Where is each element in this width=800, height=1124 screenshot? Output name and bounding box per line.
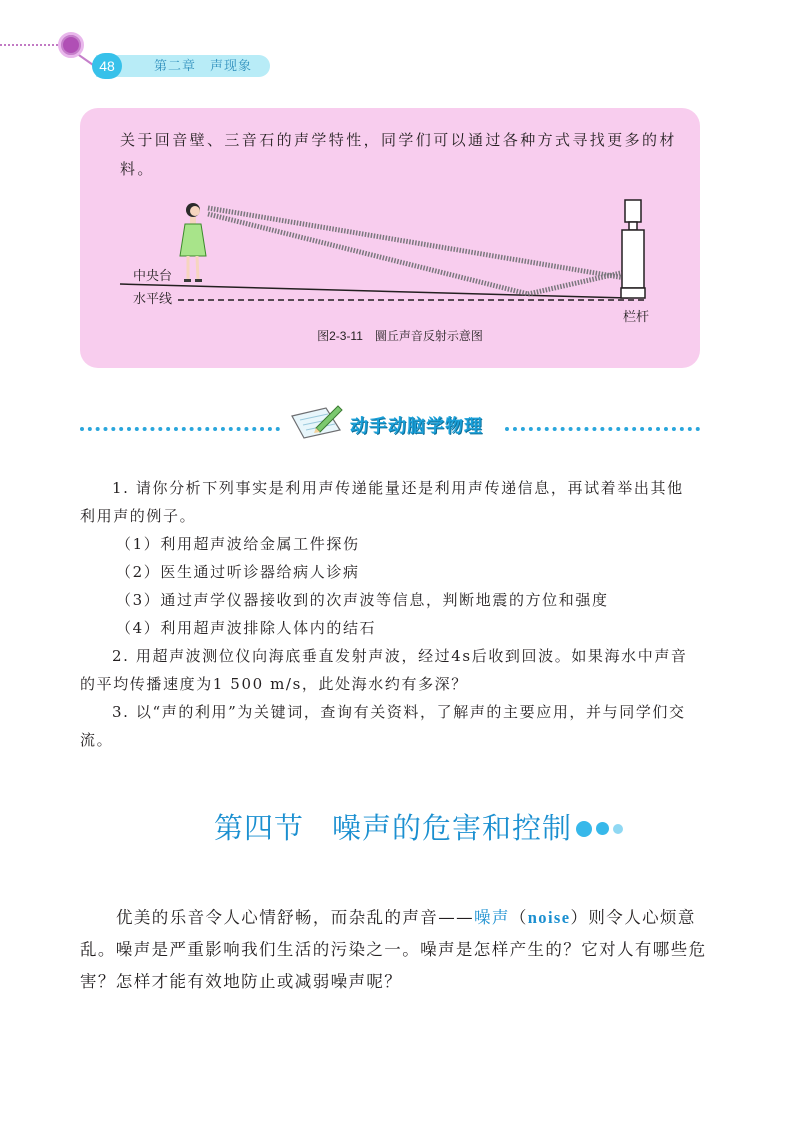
banner-dots-right <box>505 427 700 431</box>
term-noise-english: noise <box>527 908 571 927</box>
term-noise: 噪声 <box>474 908 510 927</box>
intro-part1: 优美的乐音令人心情舒畅，而杂乱的声音—— <box>116 908 474 927</box>
label-railing: 栏杆 <box>623 309 650 324</box>
question-1-item: （2）医生通过听诊器给病人诊病 <box>116 563 360 581</box>
paren-open: （ <box>509 908 528 927</box>
label-center-stage: 中央台 <box>133 268 173 283</box>
label-horizontal-line: 水平线 <box>133 291 173 306</box>
question-1-item: （3）通过声学仪器接收到的次声波等信息，判断地震的方位和强度 <box>116 591 609 609</box>
question-2: 2. 用超声波测位仪向海底垂直发射声波，经过4s后收到回波。如果海水中声音的平均传播速度为1 500 m/s，此处海水约有多深？ <box>80 647 688 693</box>
intro-paragraph <box>80 902 710 998</box>
figure-caption: 图2-3-11 圜丘声音反射示意图 <box>317 329 483 343</box>
section-heading <box>214 806 572 847</box>
banner-dots-left <box>80 427 280 431</box>
sound-path-lower-out <box>208 214 528 294</box>
notebook-pencil-icon <box>286 402 346 442</box>
girl-figure <box>180 203 206 282</box>
railing-pillar <box>621 200 645 298</box>
section-title: 噪声的危害和控制 <box>332 811 573 845</box>
question-1-item: （4）利用超声波排除人体内的结石 <box>116 619 377 637</box>
intro-part2: 则令人心烦意乱。噪声是严重影响我们生活的污染之一。噪声是怎样产生的？它对人有哪些危害？怎样才能有效地防止或减弱噪声呢？ <box>80 908 707 991</box>
sound-path-upper <box>208 208 625 278</box>
sound-path-lower-back <box>528 272 625 294</box>
chapter-title: 第二章 声现象 <box>154 58 253 73</box>
paren-close: ） <box>570 908 589 927</box>
question-block <box>80 474 700 754</box>
question-1: 1. 请你分析下列事实是利用声传递能量还是利用声传递信息，再试着举出其他利用声的例子。 <box>80 479 684 525</box>
question-1-item: （1）利用超声波给金属工件探伤 <box>116 535 360 553</box>
section-number: 第四节 <box>214 811 305 845</box>
activity-title: 动手动脑学物理 <box>350 416 483 437</box>
page-number: 48 <box>92 53 122 79</box>
section-dots-decoration <box>576 818 627 837</box>
header-ring-icon <box>58 32 84 58</box>
header-dotted-line <box>0 44 66 46</box>
question-3: 3. 以“声的利用”为关键词，查询有关资料，了解声的主要应用，并与同学们交流。 <box>80 703 686 749</box>
info-box-text: 关于回音壁、三音石的声学特性，同学们可以通过各种方式寻找更多的材料。 <box>120 131 677 178</box>
